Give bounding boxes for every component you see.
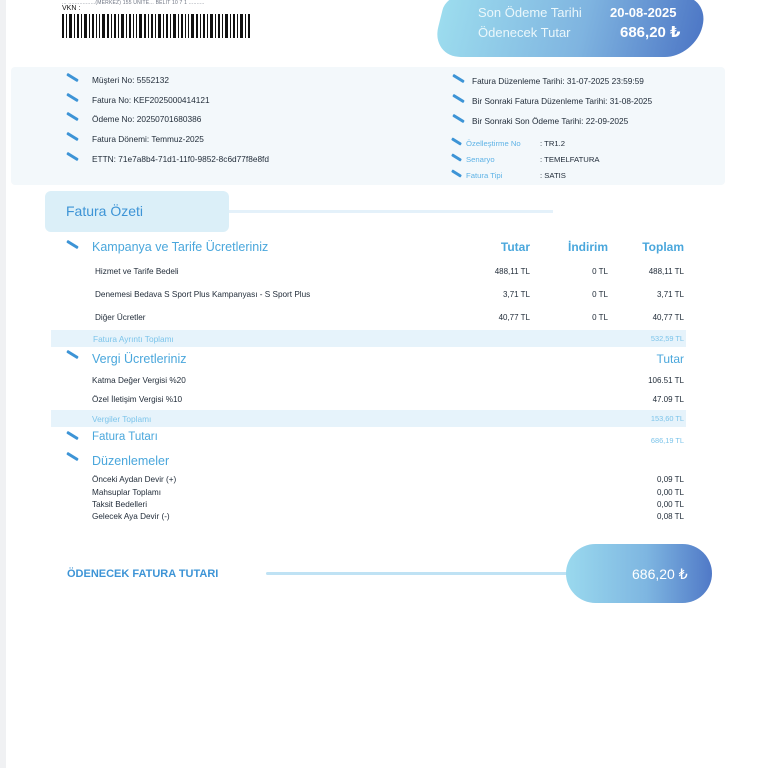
adjustment-label: Önceki Aydan Devir (+) bbox=[92, 475, 177, 484]
payable-divider bbox=[266, 572, 576, 575]
tax-total-label: Vergiler Toplamı bbox=[92, 414, 152, 424]
charge-row-total: 3,71 TL bbox=[657, 290, 684, 299]
charge-row-label: Denemesi Bedava S Sport Plus Kampanyası - S Sport Plus bbox=[95, 290, 311, 299]
bullet-icon bbox=[66, 452, 79, 461]
summary-divider bbox=[229, 210, 553, 213]
charge-row-total: 488,11 TL bbox=[648, 267, 684, 276]
adjustment-value: 0,00 TL bbox=[657, 488, 684, 497]
payment-number: Ödeme No: 20250701680386 bbox=[92, 114, 202, 124]
payable-label: ÖDENECEK FATURA TUTARI bbox=[67, 568, 219, 580]
col-amount: Tutar bbox=[500, 240, 530, 254]
charge-row-discount: 0 TL bbox=[592, 290, 608, 299]
scenario-label: Senaryo bbox=[466, 155, 495, 164]
amount-due-value: 686,20 ₺ bbox=[620, 24, 681, 41]
col-total: Toplam bbox=[642, 240, 684, 254]
tax-row-label: Katma Değer Vergisi %20 bbox=[92, 376, 186, 385]
tax-row-value: 47.09 TL bbox=[652, 395, 684, 404]
invoice-amount-label: Fatura Tutarı bbox=[92, 431, 158, 443]
scenario-value: : TEMELFATURA bbox=[540, 155, 600, 164]
charge-row-total: 40,77 TL bbox=[652, 313, 684, 322]
next-due-date: Bir Sonraki Son Ödeme Tarihi: 22-09-2025 bbox=[472, 116, 629, 126]
due-date-value: 20-08-2025 bbox=[610, 5, 677, 20]
bullet-icon bbox=[66, 350, 79, 359]
summary-title: Fatura Özeti bbox=[66, 203, 144, 219]
payable-value: 686,20 ₺ bbox=[632, 566, 688, 582]
cut-off-address-line: ... .................(MERKEZ) 155 ÜNİTE... BELİT 10 7 1 .......... bbox=[62, 0, 205, 6]
adjustment-value: 0,00 TL bbox=[657, 500, 684, 509]
tax-row-value: 106.51 TL bbox=[648, 376, 684, 385]
invoice-type-label: Fatura Tipi bbox=[466, 171, 503, 180]
charge-row-discount: 0 TL bbox=[592, 313, 608, 322]
amount-due-label: Ödenecek Tutar bbox=[478, 25, 571, 40]
next-issue-date: Bir Sonraki Fatura Düzenleme Tarihi: 31-08-2025 bbox=[472, 96, 653, 106]
adjustment-label: Gelecek Aya Devir (-) bbox=[92, 512, 170, 521]
adjustment-label: Mahsuplar Toplamı bbox=[92, 488, 162, 497]
col-discount: İndirim bbox=[567, 240, 608, 254]
adjustment-value: 0,09 TL bbox=[657, 475, 684, 484]
charge-row-amount: 488,11 TL bbox=[494, 267, 530, 276]
barcode bbox=[62, 14, 252, 38]
subtotal-label: Fatura Ayrıntı Toplamı bbox=[93, 334, 174, 344]
page-edge bbox=[0, 0, 6, 768]
charge-row-label: Diğer Ücretler bbox=[95, 313, 146, 322]
adjustments-header: Düzenlemeler bbox=[92, 454, 170, 468]
due-date-label: Son Ödeme Tarihi bbox=[478, 5, 582, 20]
issue-date: Fatura Düzenleme Tarihi: 31-07-2025 23:59:59 bbox=[472, 76, 644, 86]
bullet-icon bbox=[66, 240, 79, 249]
invoice-number: Fatura No: KEF2025000414121 bbox=[92, 95, 210, 105]
ettn: ETTN: 71e7a8b4-71d1-11f0-9852-8c6d77f8e8fd bbox=[92, 154, 269, 164]
tax-row-label: Özel İletişim Vergisi %10 bbox=[92, 395, 183, 404]
customer-number: Müşteri No: 5552132 bbox=[92, 75, 170, 85]
invoice-type-value: : SATIS bbox=[540, 171, 566, 180]
invoice-period: Fatura Dönemi: Temmuz-2025 bbox=[92, 134, 204, 144]
charge-row-label: Hizmet ve Tarife Bedeli bbox=[95, 267, 179, 276]
charge-row-amount: 3,71 TL bbox=[503, 290, 530, 299]
tax-total-value: 153,60 TL bbox=[650, 414, 684, 423]
campaign-header: Kampanya ve Tarife Ücretleriniz bbox=[92, 240, 269, 254]
charge-row-amount: 40,77 TL bbox=[498, 313, 530, 322]
bullet-icon bbox=[66, 431, 79, 440]
invoice-amount-value: 686,19 TL bbox=[650, 436, 684, 445]
adjustment-label: Taksit Bedelleri bbox=[92, 500, 148, 509]
charge-row-discount: 0 TL bbox=[592, 267, 608, 276]
adjustment-value: 0,08 TL bbox=[657, 512, 684, 521]
subtotal-value: 532,59 TL bbox=[650, 334, 684, 343]
vkn-label: VKN : bbox=[62, 5, 81, 12]
customization-label: Özelleştirme No bbox=[466, 139, 521, 148]
tax-header: Vergi Ücretleriniz bbox=[92, 352, 187, 366]
customization-value: : TR1.2 bbox=[540, 139, 566, 148]
tax-col-amount: Tutar bbox=[656, 352, 684, 366]
